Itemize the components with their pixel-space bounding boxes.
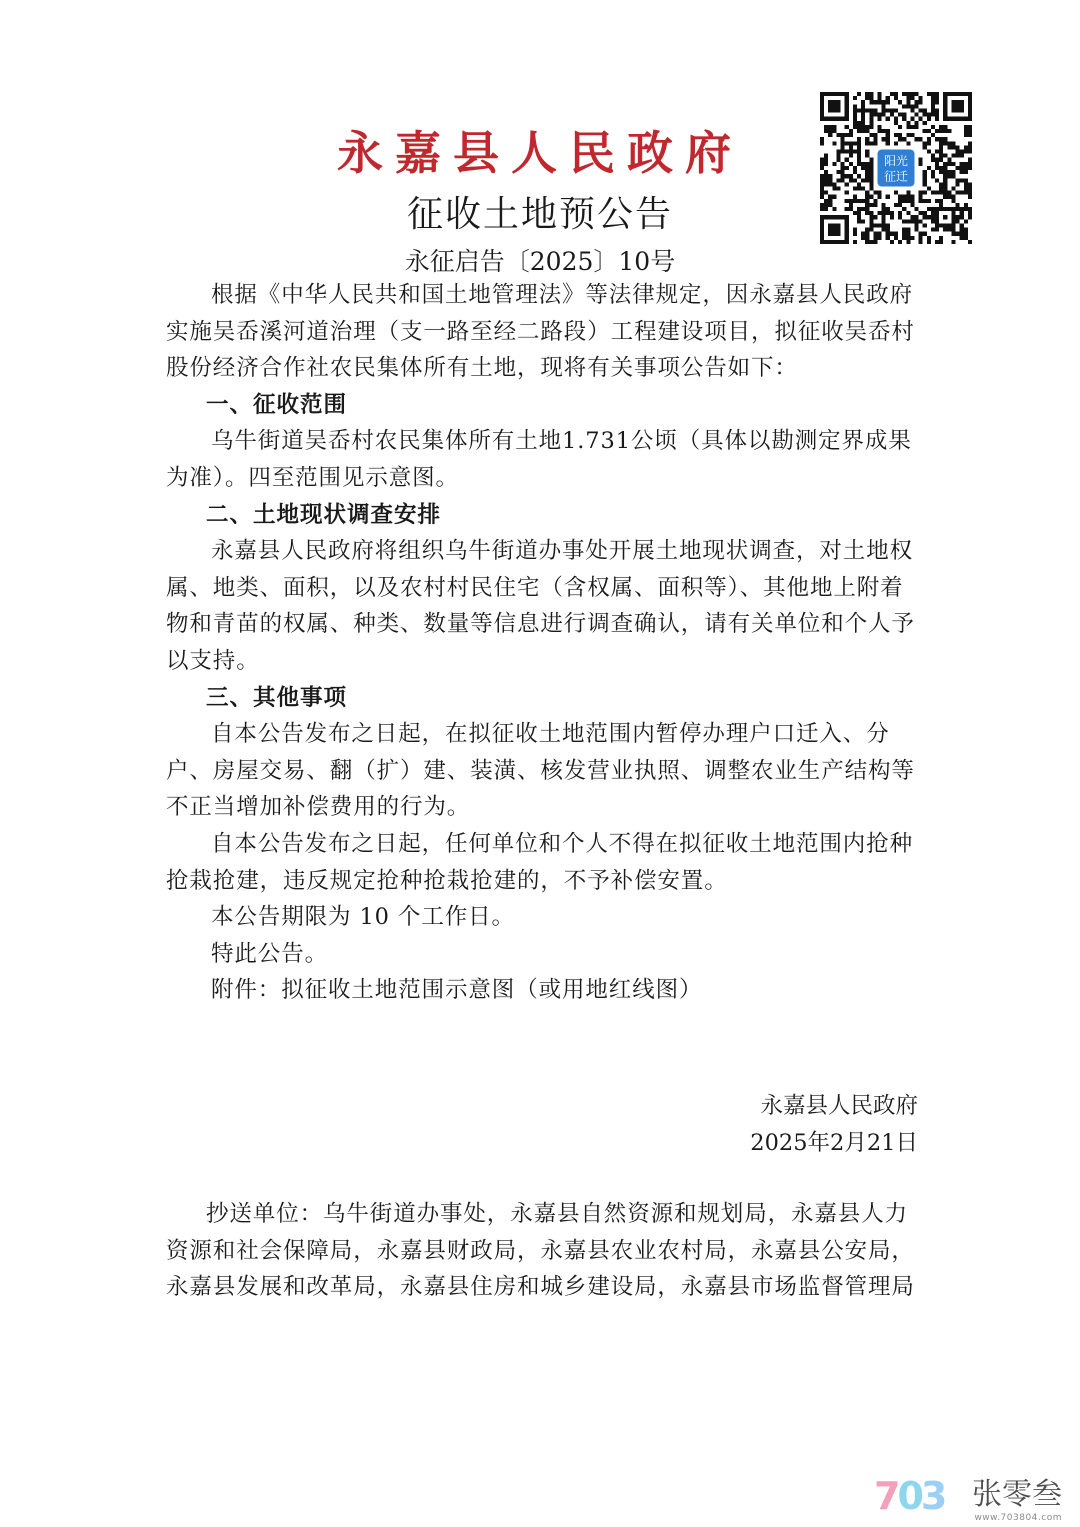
site-watermark bbox=[874, 1477, 1062, 1523]
section-heading: 二、土地现状调查安排 bbox=[206, 501, 442, 528]
document-number: 永征启告〔2025〕10号 bbox=[404, 247, 676, 276]
watermark-name: 张零叁 bbox=[972, 1477, 1062, 1512]
document-title: 征收土地预公告 bbox=[406, 194, 673, 235]
attachment-line: 附件：拟征收土地范围示意图（或用地红线图） bbox=[211, 977, 703, 1004]
signature-date: 2025年2月21日 bbox=[750, 1129, 918, 1156]
intro-paragraph: 根据《中华人民共和国土地管理法》等法律规定，因永嘉县人民政府实施吴岙溪河道治理（支一路至经二路段）工程建设项目，拟征收吴岙村股份经济合作社农民集体所有土地，现将有关事项公告如下： bbox=[166, 282, 915, 382]
cc-list: 抄送单位：乌牛街道办事处，永嘉县自然资源和规划局，永嘉县人力资源和社会保障局，永嘉县财政局，永嘉县农业农村局，永嘉县公安局，永嘉县发展和改革局，永嘉县住房和城乡建设局，永嘉县市场监督管理局 bbox=[166, 1201, 915, 1301]
notice-period: 本公告期限为 10 个工作日。 bbox=[211, 904, 515, 931]
qr-code bbox=[820, 92, 972, 244]
qr-badge bbox=[878, 150, 915, 187]
signature-org: 永嘉县人民政府 bbox=[760, 1093, 918, 1119]
svg-text:征迁: 征迁 bbox=[884, 169, 908, 184]
section-heading: 三、其他事项 bbox=[206, 684, 348, 711]
section-paragraph: 自本公告发布之日起，在拟征收土地范围内暂停办理户口迁入、分户、房屋交易、翻（扩）建、装潢、核发营业执照、调整农业生产结构等不正当增加补偿费用的行为。 bbox=[166, 721, 915, 821]
svg-text:703: 703 bbox=[874, 1477, 945, 1513]
watermark-url: www.703804.com bbox=[974, 1513, 1062, 1523]
section-paragraph: 乌牛街道吴岙村农民集体所有土地1.731公顷（具体以勘测定界成果为准）。四至范围见示意图。 bbox=[166, 428, 912, 491]
signature-block bbox=[750, 1088, 918, 1161]
section-paragraph: 永嘉县人民政府将组织乌牛街道办事处开展土地现状调查，对土地权属、地类、面积，以及农村村民住宅（含权属、面积等）、其他地上附着物和青苗的权属、种类、数量等信息进行调查确认，请有关单位和个人予以支持。 bbox=[166, 538, 915, 674]
svg-text:阳光: 阳光 bbox=[884, 154, 908, 169]
notice-body bbox=[166, 277, 922, 1009]
section-heading: 一、征收范围 bbox=[206, 391, 348, 418]
issuer-title: 永嘉县人民政府 bbox=[337, 126, 743, 180]
section-paragraph: 自本公告发布之日起，任何单位和个人不得在拟征收土地范围内抢种抢栽抢建，违反规定抢种抢栽抢建的，不予补偿安置。 bbox=[166, 830, 914, 894]
closing-line: 特此公告。 bbox=[211, 940, 329, 967]
watermark-logo bbox=[874, 1477, 966, 1513]
